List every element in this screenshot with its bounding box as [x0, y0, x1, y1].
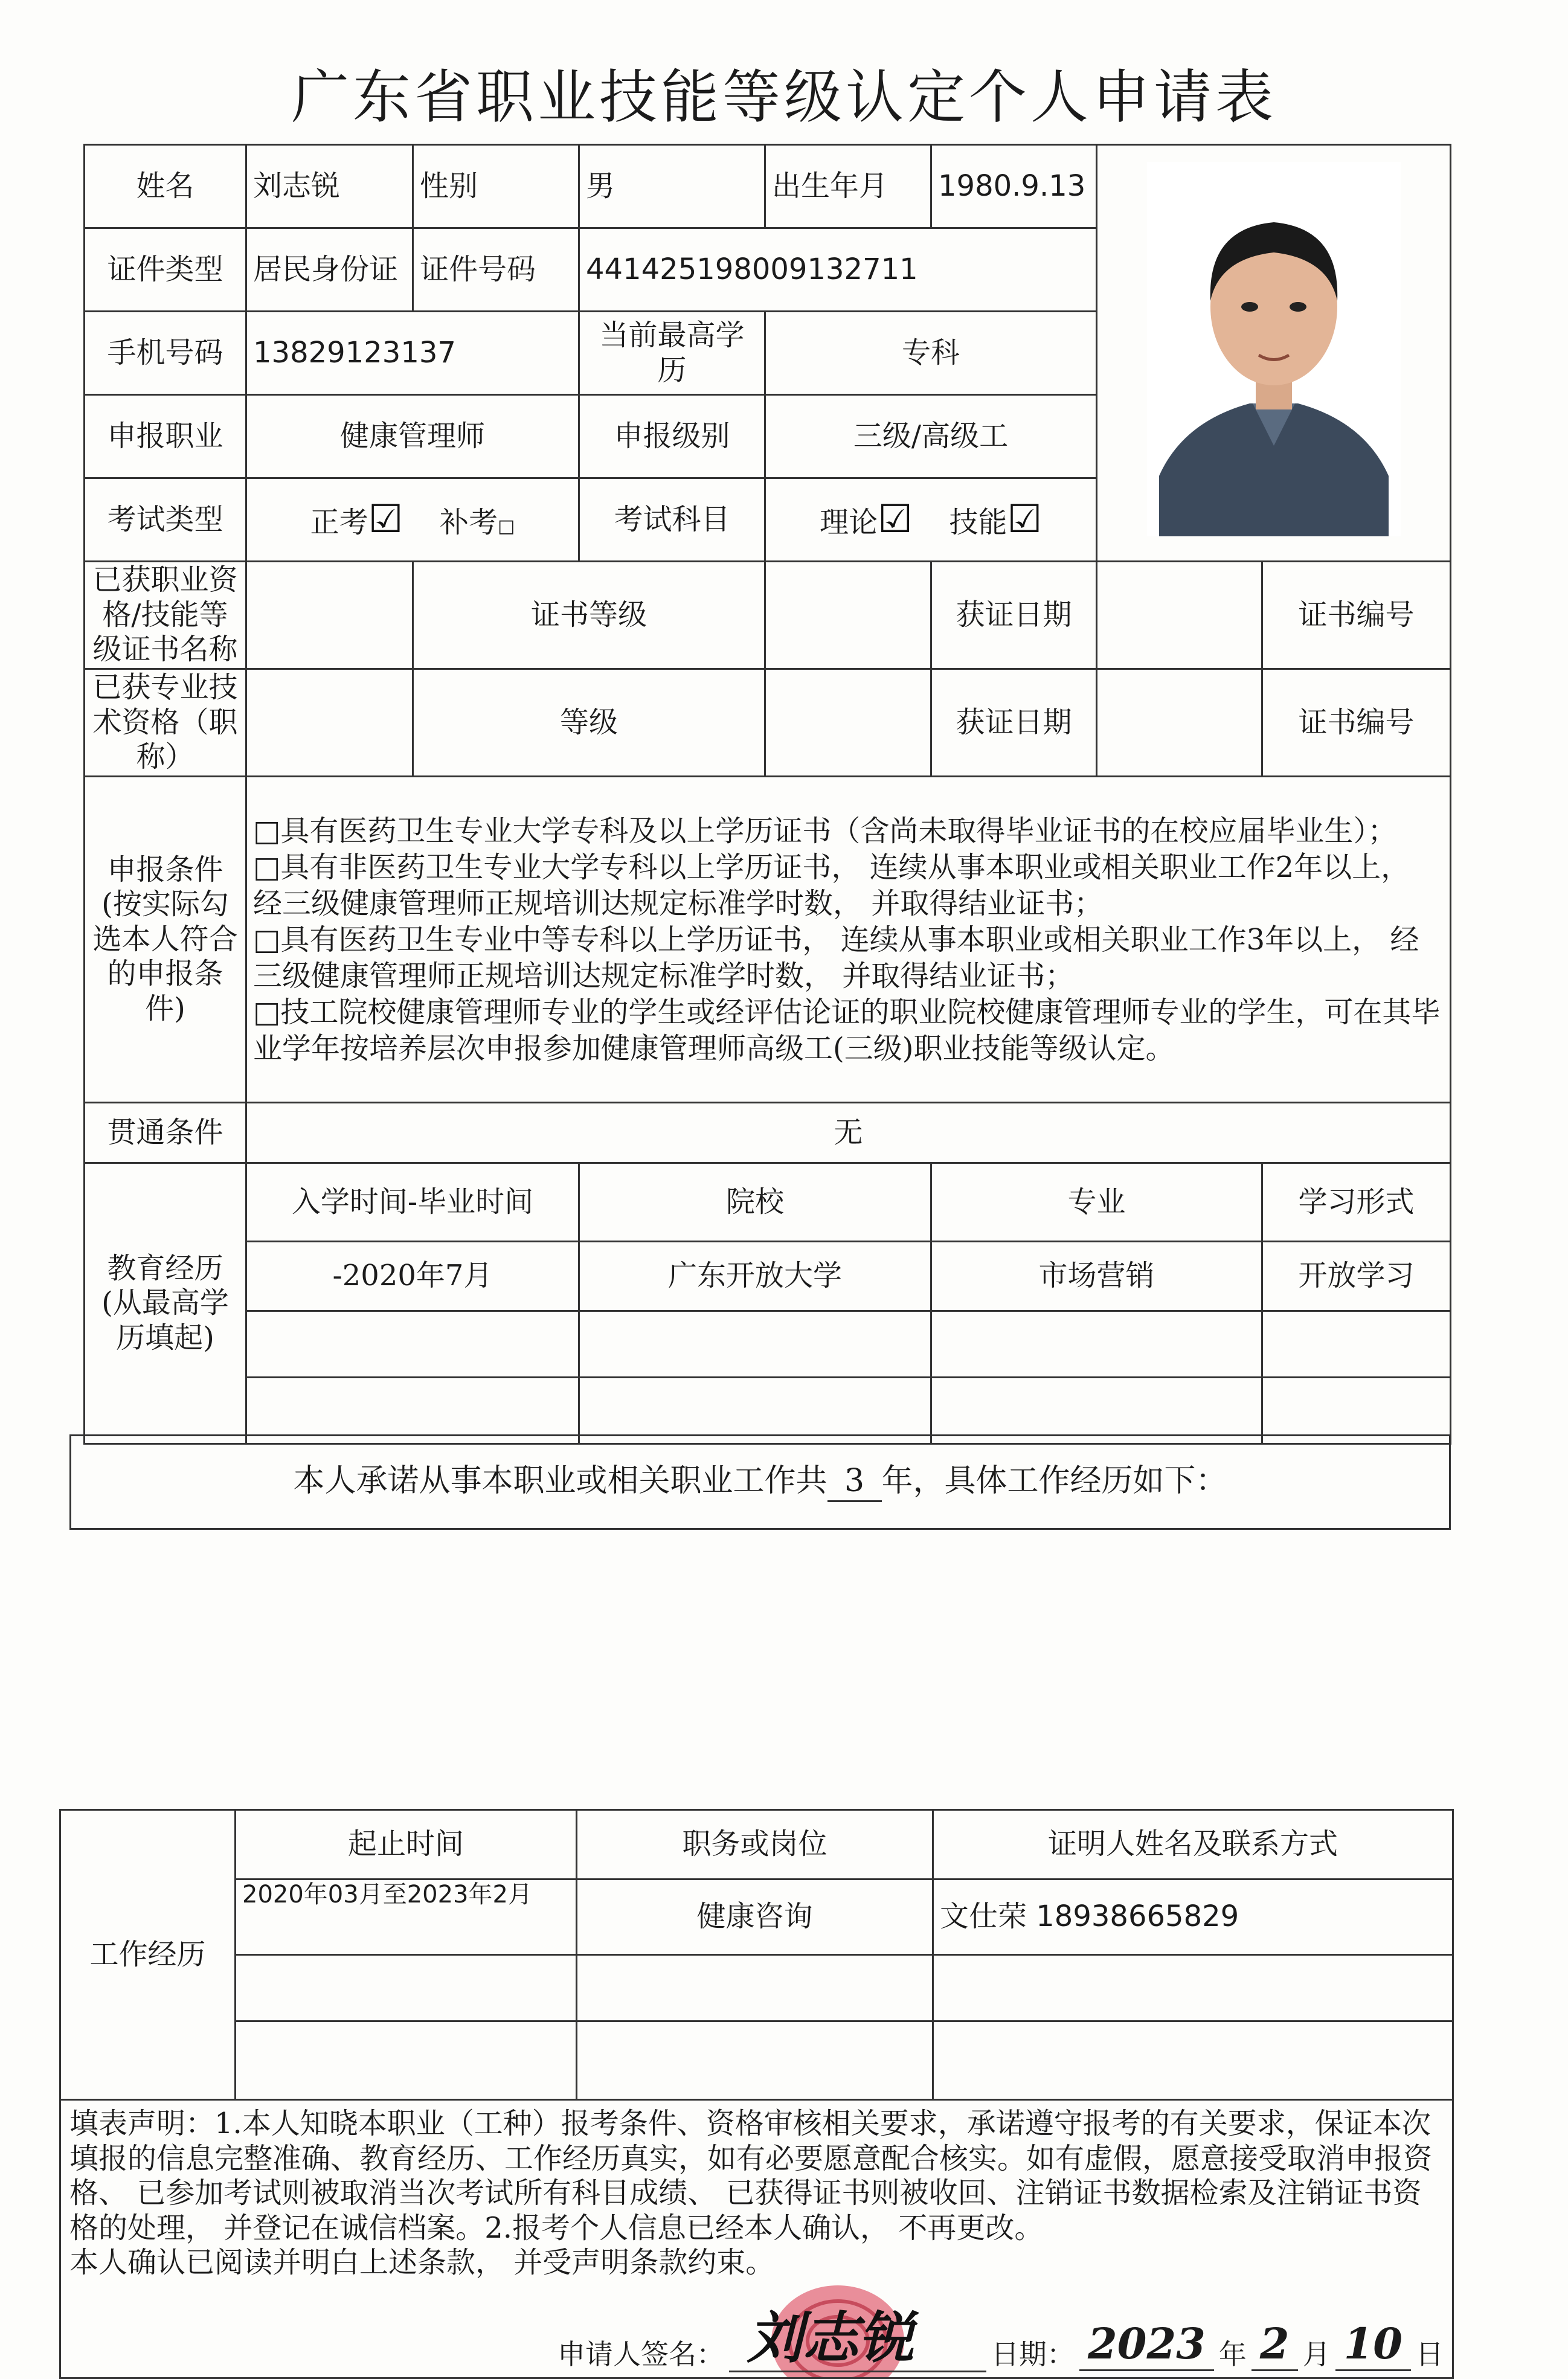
cert-level-value	[765, 562, 931, 669]
declaration-confirm: 本人确认已阅读并明白上述条款， 并受声明条款约束。	[69, 2246, 775, 2280]
signature-line	[69, 2305, 1444, 2371]
conditions-list	[246, 777, 1451, 1103]
edu-mode-cell: 开放学习	[1262, 1242, 1451, 1311]
table-row	[85, 1378, 1451, 1444]
checkmark-icon: ☑	[1007, 497, 1042, 542]
table-row	[60, 1955, 1453, 2021]
work-position-cell	[577, 1955, 933, 2021]
date-year: 2023	[1079, 2319, 1214, 2371]
subject-theory-label: 理论	[820, 506, 878, 540]
subject-label: 考试科目	[579, 478, 765, 562]
edu-header-major: 专业	[931, 1163, 1262, 1242]
edu-header-mode: 学习形式	[1262, 1163, 1451, 1242]
exam-formal-label: 正考	[310, 506, 368, 540]
work-pledge	[71, 1436, 1450, 1529]
occupation-label: 申报职业	[85, 395, 246, 478]
edu-mode-cell	[1262, 1311, 1451, 1378]
pledge-years: 3	[827, 1462, 882, 1501]
work-position-cell	[577, 2021, 933, 2100]
date-day: 10	[1335, 2319, 1411, 2371]
edu-major-cell	[931, 1378, 1262, 1444]
table-row	[85, 1242, 1451, 1311]
month-unit: 月	[1302, 2338, 1331, 2371]
table-row	[60, 1880, 1453, 1955]
checkbox-icon: □	[498, 516, 515, 538]
exam-type-label: 考试类型	[85, 478, 246, 562]
vocational-cert-value	[246, 562, 413, 669]
work-reference-cell: 文仕荣 18938665829	[933, 1880, 1453, 1955]
edu-school-cell	[579, 1311, 931, 1378]
professional-title-value	[246, 669, 413, 777]
year-unit: 年	[1218, 2338, 1247, 2371]
edu-period-cell	[246, 1378, 579, 1444]
education-label: 教育经历(从最高学历填起)	[85, 1163, 246, 1444]
pro-date-value	[1097, 669, 1262, 777]
id-no-value: 441425198009132711	[579, 228, 1097, 312]
work-history-table	[59, 1809, 1454, 2379]
phone-label: 手机号码	[85, 312, 246, 395]
vocational-cert-label: 已获职业资格/技能等级证书名称	[85, 562, 246, 669]
occupation-value: 健康管理师	[246, 395, 579, 478]
edu-school-cell: 广东开放大学	[579, 1242, 931, 1311]
edu-value: 专科	[765, 312, 1097, 395]
professional-title-label: 已获专业技术资格（职称）	[85, 669, 246, 777]
cert-date-label: 获证日期	[931, 562, 1097, 669]
work-label: 工作经历	[60, 1810, 236, 2100]
condition-item: □具有医药卫生专业中等专科以上学历证书， 连续从事本职业或相关职业工作3年以上， 经三级健康管理师正规培训达规定标准学时数， 并取得结业证书；	[253, 922, 1419, 993]
exam-type-options	[246, 478, 579, 562]
id-photo	[1097, 145, 1451, 562]
condition-item: □具有非医药卫生专业大学专科以上学历证书， 连续从事本职业或相关职业工作2年以上， 经三级健康管理师正规培训达规定标准学时数， 并取得结业证书；	[253, 850, 1410, 920]
date-month: 2	[1252, 2319, 1298, 2371]
checkmark-icon: ☑	[878, 497, 913, 542]
edu-header-period: 入学时间-毕业时间	[246, 1163, 579, 1242]
cert-no-label: 证书编号	[1262, 562, 1451, 669]
id-type-label: 证件类型	[85, 228, 246, 312]
day-unit: 日	[1416, 2338, 1444, 2371]
portrait-photo	[1147, 162, 1401, 536]
declaration-section	[60, 2100, 1453, 2378]
grade-label: 等级	[413, 669, 765, 777]
id-type-value: 居民身份证	[246, 228, 413, 312]
birth-value: 1980.9.13	[931, 145, 1097, 228]
name-label: 姓名	[85, 145, 246, 228]
birth-label: 出生年月	[765, 145, 931, 228]
table-row	[85, 1311, 1451, 1378]
edu-school-cell	[579, 1378, 931, 1444]
condition-item: □技工院校健康管理师专业的学生或经评估论证的职业院校健康管理师专业的学生，可在其毕业学年按培养层次申报参加健康管理师高级工(三级)职业技能等级认定。	[253, 995, 1441, 1065]
edu-period-cell: -2020年7月	[246, 1242, 579, 1311]
work-header-reference: 证明人姓名及联系方式	[933, 1810, 1453, 1880]
work-period-cell	[236, 2021, 577, 2100]
cert-level-label: 证书等级	[413, 562, 765, 669]
table-row	[60, 2021, 1453, 2100]
personal-info-table	[83, 144, 1451, 1445]
through-value: 无	[246, 1103, 1451, 1163]
edu-major-cell	[931, 1311, 1262, 1378]
cert-date-value	[1097, 562, 1262, 669]
work-period-cell: 2020年03月至2023年2月	[236, 1880, 577, 1955]
condition-item: □具有医药卫生专业大学专科及以上学历证书（含尚未取得毕业证书的在校应届毕业生）；	[253, 814, 1397, 848]
level-value: 三级/高级工	[765, 395, 1097, 478]
edu-label: 当前最高学历	[579, 312, 765, 395]
work-period-cell	[236, 1955, 577, 2021]
pro-date-label: 获证日期	[931, 669, 1097, 777]
declaration-text: 填表声明：1.本人知晓本职业（工种）报考条件、资格审核相关要求，承诺遵守报考的有关要求，保证本次填报的信息完整准确、教育经历、工作经历真实，如有必要愿意配合核实。如有虚假，愿意接受取消申报资格、 已参加考试则被取消当次考试所有科目成绩、 已获得证书则被收回、注销证书数据检索及注销证书资格的处理， 并登记在诚信档案。2.报考个人信息已经本人确认， 不再更改。	[69, 2107, 1433, 2245]
pledge-table	[69, 1434, 1451, 1530]
edu-period-cell	[246, 1311, 579, 1378]
name-value: 刘志锐	[246, 145, 413, 228]
date-label: 日期：	[991, 2338, 1075, 2371]
form-title: 广东省职业技能等级认定个人申请表	[291, 63, 1277, 131]
checkmark-icon: ☑	[368, 497, 403, 542]
subject-options	[765, 478, 1097, 562]
edu-major-cell: 市场营销	[931, 1242, 1262, 1311]
grade-value	[765, 669, 931, 777]
subject-skill-label: 技能	[949, 506, 1007, 540]
work-header-period: 起止时间	[236, 1810, 577, 1880]
pledge-suffix: 年，具体工作经历如下：	[881, 1463, 1227, 1500]
sign-label: 申请人签名：	[557, 2338, 725, 2371]
exam-makeup-label: 补考	[440, 506, 498, 540]
phone-value: 13829123137	[246, 312, 579, 395]
work-position-cell: 健康咨询	[577, 1880, 933, 1955]
signature-area	[729, 2305, 986, 2371]
work-reference-cell	[933, 1955, 1453, 2021]
work-reference-cell	[933, 2021, 1453, 2100]
edu-header-school: 院校	[579, 1163, 931, 1242]
edu-mode-cell	[1262, 1378, 1451, 1444]
level-label: 申报级别	[579, 395, 765, 478]
pledge-prefix: 本人承诺从事本职业或相关职业工作共	[293, 1463, 827, 1500]
gender-value: 男	[579, 145, 765, 228]
id-no-label: 证件号码	[413, 228, 579, 312]
conditions-label: 申报条件(按实际勾选本人符合的申报条件)	[85, 777, 246, 1103]
work-header-position: 职务或岗位	[577, 1810, 933, 1880]
pro-cert-no-label: 证书编号	[1262, 669, 1451, 777]
applicant-signature: 刘志锐	[729, 2305, 986, 2372]
gender-label: 性别	[413, 145, 579, 228]
through-label: 贯通条件	[85, 1103, 246, 1163]
